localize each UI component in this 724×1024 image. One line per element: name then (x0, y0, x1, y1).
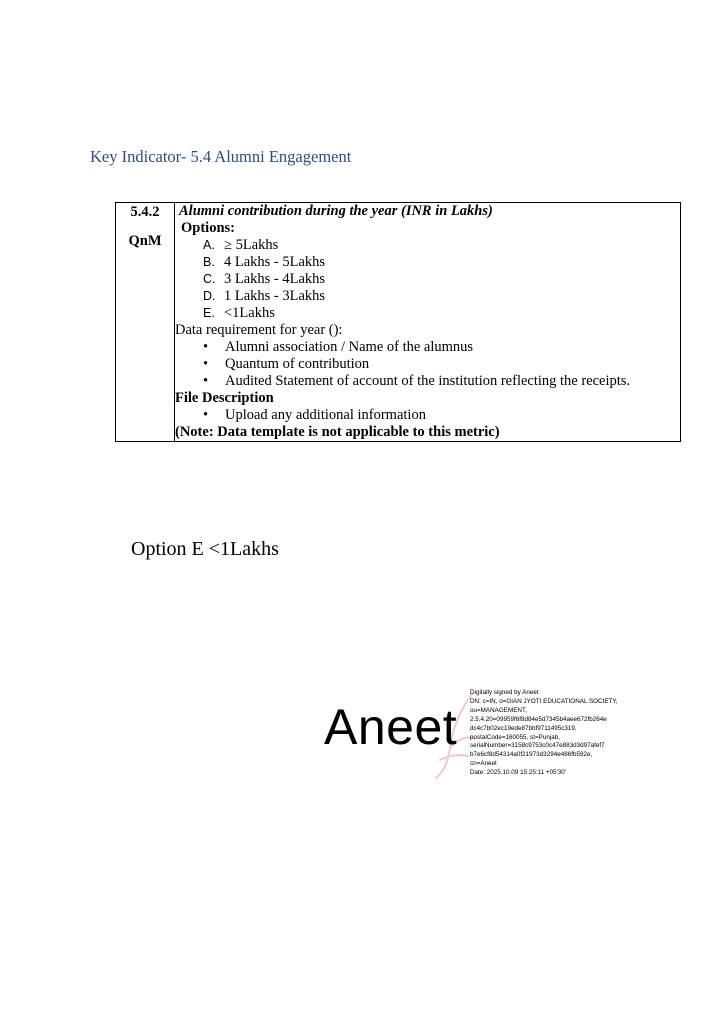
metric-table (115, 202, 681, 442)
option-text: 3 Lakhs - 4Lakhs (224, 271, 326, 287)
option-letter: C. (203, 272, 216, 286)
requirement-text: Alumni association / Name of the alumnus (225, 339, 474, 355)
bullet-icon: • (203, 339, 209, 355)
signature-line: Digitally signed by Aneet (470, 689, 539, 696)
option-item (175, 288, 680, 305)
options-label: Options: (181, 220, 235, 236)
file-description-label: File Description (175, 390, 274, 406)
option-letter: E. (203, 306, 215, 320)
option-text: 1 Lakhs - 3Lakhs (224, 288, 326, 304)
bullet-icon: • (203, 407, 209, 423)
signature-line: DN: c=IN, o=GIAN JYOTI EDUCATIONAL SOCIETY, (470, 697, 618, 705)
metric-type: QnM (128, 233, 162, 249)
option-item (175, 254, 680, 271)
option-text: ≥ 5Lakhs (224, 237, 279, 253)
file-description-text: Upload any additional information (225, 407, 426, 423)
signature-line: ou=MANAGEMENT, (470, 706, 527, 714)
option-letter: B. (203, 255, 215, 269)
metric-id: 5.4.2 (130, 204, 160, 220)
option-item (175, 237, 680, 254)
signature-line: 2.5.4.20=09959f6f8d84e5d7345b4aee672fb264e (470, 715, 607, 723)
option-item (175, 305, 680, 322)
metric-content-cell (175, 203, 681, 442)
requirement-item (175, 339, 680, 356)
option-text: 4 Lakhs - 5Lakhs (224, 254, 326, 270)
requirement-item (175, 373, 680, 390)
option-text: <1Lakhs (224, 305, 275, 321)
signature-line: cn=Aneet (470, 760, 497, 768)
file-description-item (175, 407, 680, 424)
signature-name: Aneet (324, 699, 458, 755)
metric-id-cell (116, 203, 175, 442)
metric-note: (Note: Data template is not applicable to this metric) (175, 424, 500, 440)
signature-line: postalCode=160055, st=Punjab, (470, 733, 560, 741)
signature-line: Date: 2025.10.09 15:25:11 +05'30' (470, 769, 566, 777)
metric-title: Alumni contribution during the year (INR in Lakhs) (179, 203, 493, 219)
signature-details (470, 689, 660, 778)
bullet-icon: • (203, 356, 209, 372)
answer-text: Option E <1Lakhs (131, 538, 279, 560)
requirement-text: Quantum of contribution (225, 356, 370, 372)
section-heading: Key Indicator- 5.4 Alumni Engagement (90, 147, 352, 166)
signature-line: dc4c7b02ec19ede87bbf9711495c319, (470, 724, 577, 732)
option-item (175, 271, 680, 288)
option-letter: A. (203, 238, 215, 252)
requirement-text: Audited Statement of account of the institution reflecting the receipts. (225, 373, 631, 389)
option-letter: D. (203, 289, 216, 303)
signature-line: serialNumber=3158c9753c0c47e883d3d97afef7 (470, 742, 605, 750)
signature-line: b7e6cf8d54314a0f21973d3294e486fb592e, (470, 751, 593, 759)
data-requirement-label: Data requirement for year (): (175, 322, 343, 338)
bullet-icon: • (203, 373, 209, 389)
requirement-item (175, 356, 680, 373)
